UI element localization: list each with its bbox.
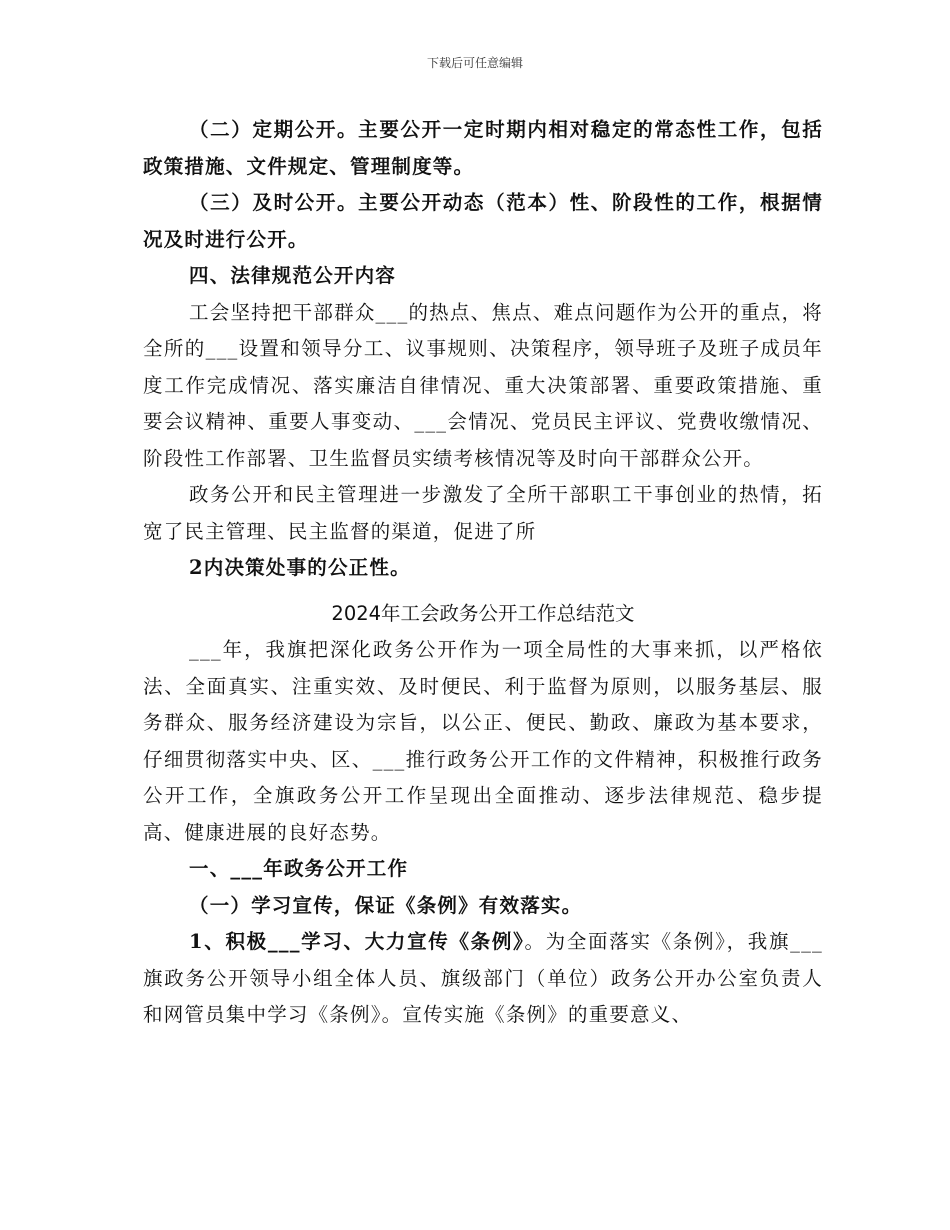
subsection-heading-study: （一）学习宣传，保证《条例》有效落实。 (189, 893, 583, 917)
paragraph-timely-disclosure: （三）及时公开。主要公开动态（范本）性、阶段性的工作，根据情况及时进行公开。 (143, 191, 823, 251)
paragraph-periodic-disclosure: （二）定期公开。主要公开一定时期内相对稳定的常态性工作，包括政策措施、文件规定、管理制度等。 (143, 118, 823, 178)
document-body (143, 112, 823, 1034)
page-header: 下载后可任意编辑 (426, 56, 523, 70)
paragraph-fairness: 2内决策处事的公正性。 (189, 556, 411, 579)
document-title: 2024年工会政务公开工作总结范文 (331, 601, 635, 625)
section-heading-legal-content: 四、法律规范公开内容 (189, 264, 397, 287)
inline-text: 。为全面落实《条例》，我旗___旗政务公开领导小组全体人员、旗级部门（单位）政务公开办公室负责人和网管员集中学习《条例》。宣传实施《条例》的重要意义、 (143, 930, 824, 1026)
inline-bold-heading: 1、积极___学习、大力宣传《条例》 (189, 930, 525, 953)
paragraph-union-focus: 工会坚持把干部群众___的热点、焦点、难点问题作为公开的重点，将全所的___设置和领导分工、议事规则、决策程序，领导班子及班子成员年度工作完成情况、落实廉洁自律情况、重大决策部署、重要政策措施、重要会议精神、重要人事变动、___会情况、党员民主评议、党费收缴情况、阶段性工作部署、卫生监督员实绩考核情况等及时向干部群众公开。 (143, 300, 823, 470)
paragraph-study-regulations (143, 924, 823, 1034)
section-heading-year-work: 一、___年政务公开工作 (189, 857, 409, 880)
paragraph-overview: ___年，我旗把深化政务公开作为一项全局性的大事来抓，以严格依法、全面真实、注重实效、及时便民、利于监督为原则，以服务基层、服务群众、服务经济建设为宗旨，以公正、便民、勤政、廉政为基本要求，仔细贯彻落实中央、区、___推行政务公开工作的文件精神，积极推行政务公开工作，全旗政务公开工作呈现出全面推动、逐步法律规范、稳步提高、健康进展的良好态势。 (143, 638, 823, 844)
paragraph-democratic-management: 政务公开和民主管理进一步激发了全所干部职工干事创业的热情，拓宽了民主管理、民主监督的渠道，促进了所 (143, 483, 823, 543)
